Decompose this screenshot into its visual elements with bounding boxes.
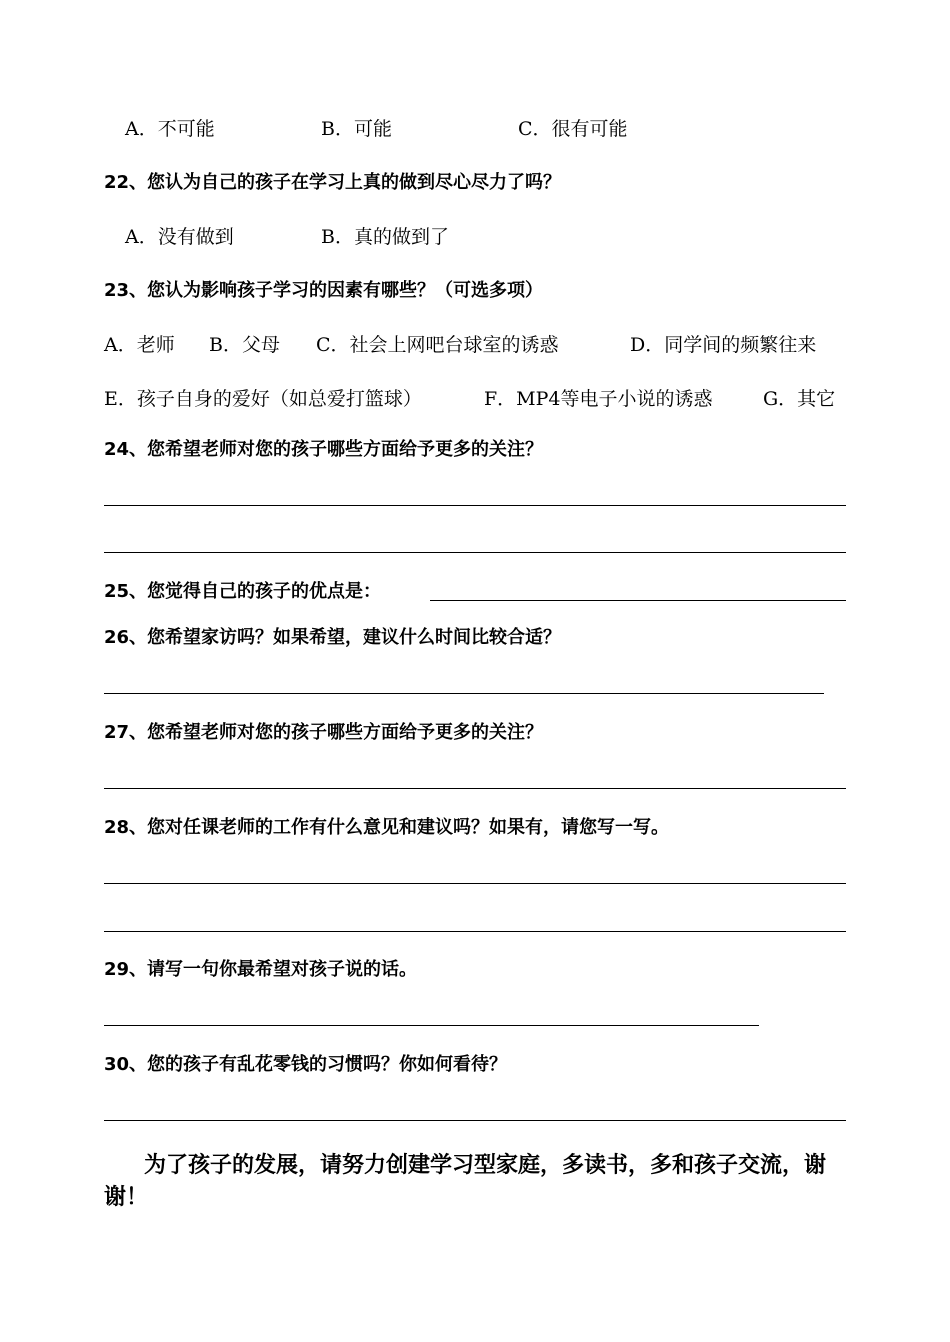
q23-option-d[interactable]: D．同学间的频繁往来 — [630, 334, 817, 356]
q30-answer-line[interactable] — [104, 1120, 846, 1121]
q28-question: 28、您对任课老师的工作有什么意见和建议吗？如果有，请您写一写。 — [104, 817, 670, 838]
q27-question: 27、您希望老师对您的孩子哪些方面给予更多的关注？ — [104, 722, 544, 743]
q21-option-c[interactable]: C．很有可能 — [518, 118, 628, 140]
q26-question: 26、您希望家访吗？如果希望，建议什么时间比较合适？ — [104, 627, 562, 648]
q28-answer-line-2[interactable] — [104, 931, 846, 932]
q22-option-a[interactable]: A．没有做到 — [125, 226, 234, 248]
q29-answer-line[interactable] — [104, 1025, 759, 1026]
q22-question: 22、您认为自己的孩子在学习上真的做到尽心尽力了吗？ — [104, 172, 562, 193]
q23-option-e[interactable]: E．孩子自身的爱好（如总爱打篮球） — [104, 388, 422, 410]
q22-option-b[interactable]: B．真的做到了 — [321, 226, 449, 248]
closing-message: 为了孩子的发展，请努力创建学习型家庭，多读书，多和孩子交流，谢谢！ — [104, 1153, 827, 1210]
q23-option-f[interactable]: F．MP4等电子小说的诱惑 — [484, 388, 713, 410]
q23-question: 23、您认为影响孩子学习的因素有哪些？（可选多项） — [104, 280, 544, 301]
q24-question: 24、您希望老师对您的孩子哪些方面给予更多的关注？ — [104, 439, 544, 460]
q28-answer-line-1[interactable] — [104, 883, 846, 884]
q21-option-a[interactable]: A．不可能 — [125, 118, 215, 140]
q21-option-b[interactable]: B．可能 — [321, 118, 392, 140]
q23-option-b[interactable]: B．父母 — [209, 334, 280, 356]
q25-answer-line[interactable] — [430, 600, 846, 601]
q25-question: 25、您觉得自己的孩子的优点是： — [104, 581, 382, 602]
q24-answer-line-1[interactable] — [104, 505, 846, 506]
q23-option-g[interactable]: G．其它 — [763, 388, 836, 410]
q24-answer-line-2[interactable] — [104, 552, 846, 553]
q27-answer-line[interactable] — [104, 788, 846, 789]
q30-question: 30、您的孩子有乱花零钱的习惯吗？你如何看待？ — [104, 1054, 508, 1075]
q23-option-c[interactable]: C．社会上网吧台球室的诱惑 — [316, 334, 559, 356]
q23-option-a[interactable]: A．老师 — [104, 334, 175, 356]
q26-answer-line[interactable] — [104, 693, 824, 694]
q29-question: 29、请写一句你最希望对孩子说的话。 — [104, 959, 418, 980]
